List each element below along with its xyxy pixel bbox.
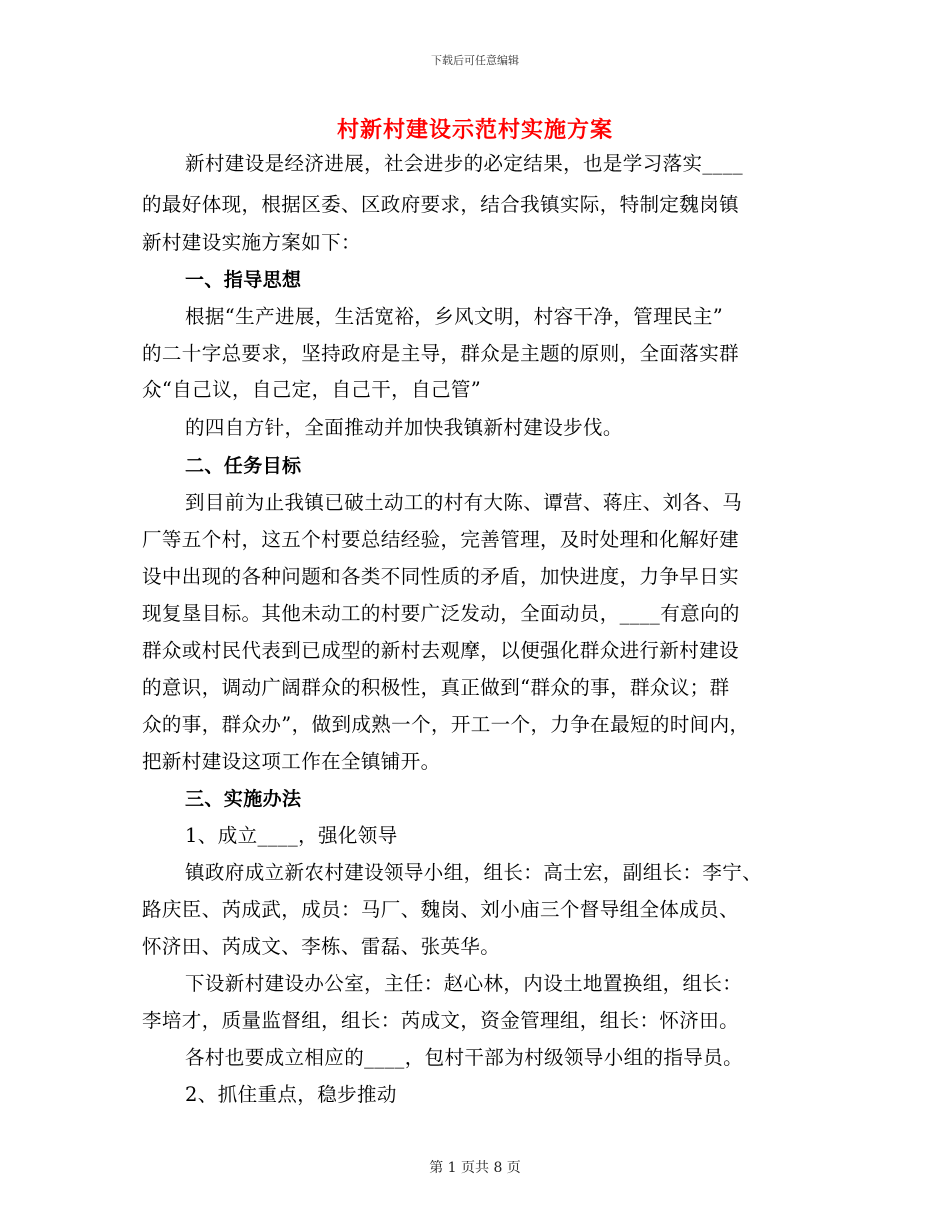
section-heading: 一、指导思想 bbox=[185, 269, 302, 291]
paragraph-line: 设中出现的各种问题和各类不同性质的矛盾，加快进度，力争早日实 bbox=[142, 565, 740, 588]
page-title: 村新村建设示范村实施方案 bbox=[336, 118, 613, 143]
paragraph-line: 的二十字总要求，坚持政府是主导，群众是主题的原则，全面落实群 bbox=[142, 342, 740, 365]
paragraph-line: 镇政府成立新农村建设领导小组，组长：高士宏，副组长：李宁、 bbox=[185, 861, 763, 884]
paragraph-line: 到目前为止我镇已破土动工的村有大陈、谭营、蒋庄、刘各、马 bbox=[185, 491, 743, 514]
paragraph-line: 1、成立____，强化领导 bbox=[185, 824, 398, 847]
paragraph-line: 根据“生产进展，生活宽裕，乡风文明，村容干净，管理民主” bbox=[185, 305, 724, 328]
paragraph-line: 厂等五个村，这五个村要总结经验，完善管理，及时处理和化解好建 bbox=[142, 528, 740, 551]
paragraph-line: 李培才，质量监督组，组长：芮成文，资金管理组，组长：怀济田。 bbox=[142, 1009, 740, 1032]
paragraph-line: 群众或村民代表到已成型的新村去观摩，以便强化群众进行新村建设 bbox=[142, 639, 740, 662]
paragraph-line: 新村建设实施方案如下： bbox=[142, 231, 361, 254]
section-heading: 三、实施办法 bbox=[185, 788, 302, 810]
page-footer: 第 1 页共 8 页 bbox=[429, 1160, 521, 1176]
paragraph-line: 众的事，群众办”，做到成熟一个，开工一个，力争在最短的时间内， bbox=[142, 713, 750, 736]
paragraph-line: 各村也要成立相应的____，包村干部为村级领导小组的指导员。 bbox=[185, 1046, 744, 1069]
header-note: 下载后可任意编辑 bbox=[431, 54, 519, 67]
paragraph-line: 怀济田、芮成文、李栋、雷磊、张英华。 bbox=[142, 935, 501, 958]
paragraph-line: 的最好体现，根据区委、区政府要求，结合我镇实际，特制定魏岗镇 bbox=[142, 193, 740, 216]
paragraph-line: 众“自己议，自己定，自己干，自己管” bbox=[142, 378, 482, 401]
section-heading: 二、任务目标 bbox=[185, 455, 302, 477]
paragraph-line: 路庆臣、芮成武，成员：马厂、魏岗、刘小庙三个督导组全体成员、 bbox=[142, 898, 740, 921]
paragraph-line: 新村建设是经济进展，社会进步的必定结果，也是学习落实____ bbox=[185, 152, 744, 175]
paragraph-line: 的意识，调动广阔群众的积极性，真正做到“群众的事，群众议；群 bbox=[142, 676, 730, 699]
paragraph-line: 的四自方针，全面推动并加快我镇新村建设步伐。 bbox=[185, 416, 623, 439]
paragraph-line: 现复垦目标。其他未动工的村要广泛发动，全面动员，____有意向的 bbox=[142, 602, 740, 625]
paragraph-line: 2、抓住重点，稳步推动 bbox=[185, 1083, 397, 1106]
paragraph-line: 下设新村建设办公室，主任：赵心林，内设土地置换组，组长： bbox=[185, 972, 743, 995]
paragraph-line: 把新村建设这项工作在全镇铺开。 bbox=[142, 750, 441, 773]
